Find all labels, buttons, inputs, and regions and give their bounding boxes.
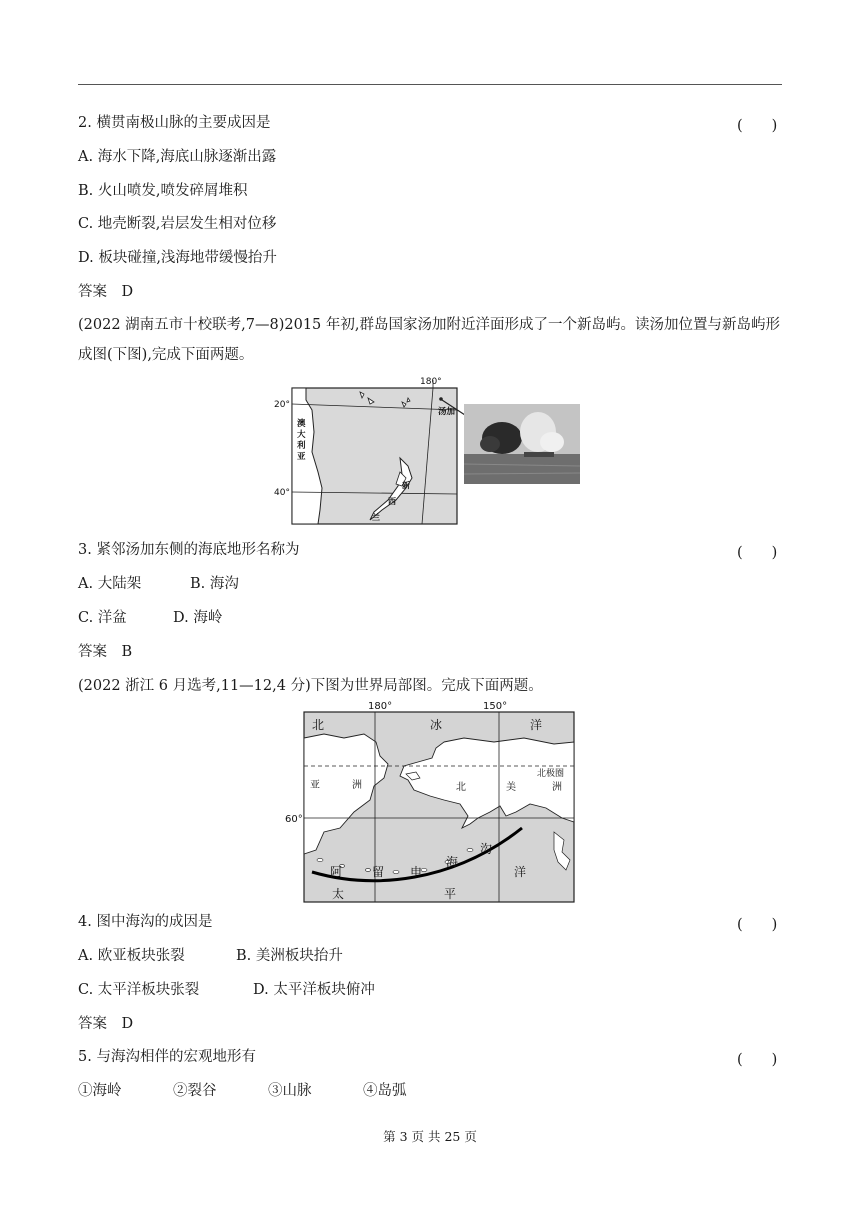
label-australia-1: 澳 <box>297 419 306 429</box>
label-australia-4: 亚 <box>297 452 306 462</box>
header-rule <box>78 84 782 85</box>
label-namerica-3: 洲 <box>552 782 562 793</box>
label-namerica-1: 北 <box>456 782 466 793</box>
lat-60-label: 60° <box>285 814 303 825</box>
q3-option-a: A. 大陆架 <box>78 576 142 592</box>
q4-answer: 答案 D <box>78 1016 134 1032</box>
intro-tonga: (2022 湖南五市十校联考,7—8)2015 年初,群岛国家汤加附近洋面形成了一个新岛屿。读汤加位置与新岛屿形成图(下图),完成下面两题。 <box>78 317 781 363</box>
q5-item-1: ①海岭 <box>78 1083 122 1099</box>
label-nz-1: 新 <box>402 481 410 490</box>
q3-answer-paren: ( ) <box>737 545 778 561</box>
q2-stem: 2. 横贯南极山脉的主要成因是 <box>78 115 271 131</box>
q2-option-c: C. 地壳断裂,岩层发生相对位移 <box>78 216 277 232</box>
label-asia-1: 亚 <box>310 780 320 791</box>
label-pacific-3: 洋 <box>514 865 527 879</box>
label-asia-2: 洲 <box>352 780 362 791</box>
aleutian-region-map <box>284 700 576 904</box>
q5-item-3: ③山脉 <box>268 1083 312 1099</box>
lon-150-label: 150° <box>483 701 508 712</box>
q4-option-b: B. 美洲板块抬升 <box>236 948 343 964</box>
q2-option-b: B. 火山喷发,喷发碎屑堆积 <box>78 183 248 199</box>
q2-option-a: A. 海水下降,海底山脉逐渐出露 <box>78 149 277 165</box>
label-arctic-ocean-1: 北 <box>312 718 325 732</box>
q2-answer-paren: ( ) <box>737 118 778 134</box>
q4-answer-paren: ( ) <box>737 917 778 933</box>
q3-option-d: D. 海岭 <box>173 610 223 626</box>
label-trench-2: 留 <box>372 865 385 879</box>
q2-option-d: D. 板块碰撞,浅海地带缓慢抬升 <box>78 250 277 266</box>
label-trench-3: 申 <box>410 865 423 879</box>
q4-stem: 4. 图中海沟的成因是 <box>78 914 213 930</box>
eruption-photo <box>464 404 580 484</box>
label-tonga: 汤加 <box>438 407 456 417</box>
label-trench-4: 海 <box>446 855 459 869</box>
lat-20-label: 20° <box>274 400 290 410</box>
page-footer: 第 3 页 共 25 页 <box>383 1129 477 1144</box>
tonga-location-map <box>262 374 587 526</box>
lon-180-label: 180° <box>420 377 442 387</box>
q5-answer-paren: ( ) <box>737 1052 778 1068</box>
arctic-circle-label: 北极圈 <box>537 769 565 779</box>
label-australia-2: 大 <box>297 430 306 440</box>
q3-answer: 答案 B <box>78 644 133 660</box>
label-namerica-2: 美 <box>506 782 516 793</box>
q4-option-d: D. 太平洋板块俯冲 <box>253 982 375 998</box>
label-trench-5: 沟 <box>480 842 493 856</box>
q4-option-c: C. 太平洋板块张裂 <box>78 982 200 998</box>
label-arctic-ocean-2: 冰 <box>430 718 443 732</box>
label-pacific-1: 太 <box>332 887 345 901</box>
q3-option-c: C. 洋盆 <box>78 610 127 626</box>
label-pacific-2: 平 <box>444 887 457 901</box>
intro-aleutian: (2022 浙江 6 月选考,11—12,4 分)下图为世界局部图。完成下面两题。 <box>78 678 543 694</box>
label-australia-3: 利 <box>297 441 306 451</box>
lon-180-label: 180° <box>368 701 393 712</box>
label-trench-1: 阿 <box>330 865 343 879</box>
q3-stem: 3. 紧邻汤加东侧的海底地形名称为 <box>78 542 300 558</box>
lat-40-label: 40° <box>274 488 290 498</box>
label-nz-3: 兰 <box>372 513 380 522</box>
q2-answer: 答案 D <box>78 284 134 300</box>
q5-stem: 5. 与海沟相伴的宏观地形有 <box>78 1049 256 1065</box>
q4-option-a: A. 欧亚板块张裂 <box>78 948 185 964</box>
q3-option-b: B. 海沟 <box>190 576 239 592</box>
q5-item-2: ②裂谷 <box>173 1083 217 1099</box>
q5-item-4: ④岛弧 <box>363 1083 407 1099</box>
label-arctic-ocean-3: 洋 <box>530 718 543 732</box>
label-nz-2: 西 <box>388 497 396 506</box>
